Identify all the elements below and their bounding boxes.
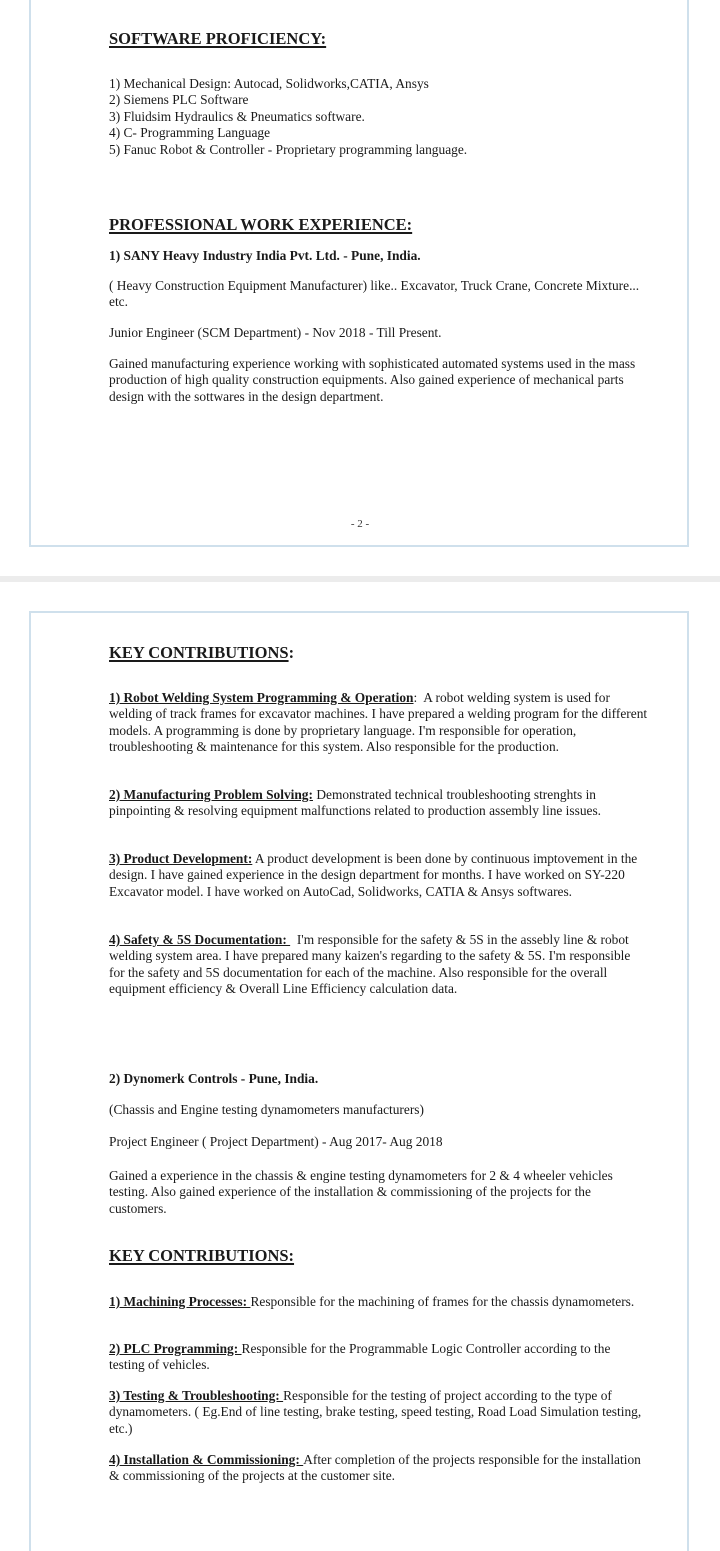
contribution-item [109, 1294, 649, 1310]
job2-summary: Gained a experience in the chassis & engine testing dynamometers for 2 & 4 wheeler vehicles testing. Also gained experience of the installation & commissioning of the projects for the customers. [109, 1168, 613, 1216]
contribution-item [109, 1452, 649, 1485]
page-number: - 2 - [350, 518, 370, 530]
software-item: 5) Fanuc Robot & Controller - Proprietary programming language. [109, 141, 468, 157]
software-item: 4) C- Programming Language [109, 125, 271, 141]
contribution-item [109, 1341, 649, 1374]
software-item: 3) Fluidsim Hydraulics & Pneumatics software. [109, 108, 365, 124]
key-contributions-heading-2: KEY CONTRIBUTIONS: [109, 1246, 295, 1265]
job1-role: Junior Engineer (SCM Department) - Nov 2018 - Till Present. [109, 325, 442, 340]
key-contributions-heading-1 [109, 644, 649, 662]
page-separator [0, 576, 720, 582]
contribution-text: A robot welding system is used for welding of track frames for excavator machines. I have prepared a welding program for the different models. A programming is done by proprietary language. I'm responsible for operation, troubleshooting & maintenance for this system. Also responsible for the production. [109, 690, 648, 755]
contribution-text: Responsible for the Programmable Logic Controller according to the testing of vehicles. [109, 1341, 611, 1373]
job2-role: Project Engineer ( Project Department) - Aug 2017- Aug 2018 [109, 1134, 443, 1149]
job1-description: ( Heavy Construction Equipment Manufacturer) like.. Excavator, Truck Crane, Concrete Mixture... etc. [109, 278, 640, 310]
contribution-text: Demonstrated technical troubleshooting strenghts in pinpointing & resolving equipment malfunctions related to production assembly line issues. [109, 787, 602, 819]
contribution-title: 1) Machining Processes: [109, 1294, 251, 1309]
software-item: 1) Mechanical Design: Autocad, Solidworks,CATIA, Ansys [109, 76, 429, 91]
contribution-title: 3) Product Development: [109, 851, 253, 866]
contribution-title: 2) Manufacturing Problem Solving: [109, 787, 313, 802]
job2-description: (Chassis and Engine testing dynamometers manufacturers) [109, 1102, 424, 1117]
work-experience-heading: PROFESSIONAL WORK EXPERIENCE: [109, 215, 413, 234]
contribution-text: Responsible for the testing of project according to the type of dynamometers. ( Eg.End of line testing, brake testing, speed testing, Road Load Simulation testing, etc.) [109, 1388, 642, 1436]
software-item: 2) Siemens PLC Software [109, 92, 249, 108]
heading-colon: : [288, 643, 295, 662]
job1-company: 1) SANY Heavy Industry India Pvt. Ltd. - Pune, India. [109, 248, 421, 263]
contribution-text: After completion of the projects responsible for the installation & commissioning of the projects at the customer site. [109, 1452, 641, 1484]
contribution-separator [290, 932, 297, 947]
contribution-text: I'm responsible for the safety & 5S in the assebly line & robot welding system area. I have prepared many kaizen's regarding to the safety & 5S. I'm responsible for the safety and 5S documentation for each of the machine. Also responsible for the overall equipment efficiency & Overall Line Efficiency calculation data. [109, 932, 631, 997]
contribution-title: 4) Safety & 5S Documentation: [109, 932, 291, 947]
contribution-item [109, 690, 649, 756]
contribution-item [109, 932, 649, 998]
contribution-item [109, 851, 649, 900]
contribution-separator: : [413, 690, 424, 705]
key-contributions-heading-text: KEY CONTRIBUTIONS [109, 643, 289, 662]
contribution-text: A product development is been done by continuous imptovement in the design. I have gained experience in the design department for months. I have worked on SY-220 Excavator model. I have worked on AutoCad, Solidworks, CATIA & Ansys softwares. [109, 851, 638, 899]
software-list [109, 76, 649, 158]
contribution-item [109, 787, 649, 820]
job1-summary: Gained manufacturing experience working with sophisticated automated systems used in the mass production of high quality construction equipments. Also gained experience of mechanical parts design with the sottwares in the design department. [109, 356, 636, 404]
contribution-text: Responsible for the machining of frames for the chassis dynamometers. [250, 1294, 635, 1309]
contribution-title: 2) PLC Programming: [109, 1341, 242, 1356]
contribution-title: 4) Installation & Commissioning: [109, 1452, 304, 1467]
job2-company: 2) Dynomerk Controls - Pune, India. [109, 1071, 319, 1086]
software-proficiency-heading: SOFTWARE PROFICIENCY: [109, 29, 327, 48]
contribution-title: 3) Testing & Troubleshooting: [109, 1388, 284, 1403]
contribution-item [109, 1388, 649, 1437]
contribution-title: 1) Robot Welding System Programming & Operation [109, 690, 414, 705]
